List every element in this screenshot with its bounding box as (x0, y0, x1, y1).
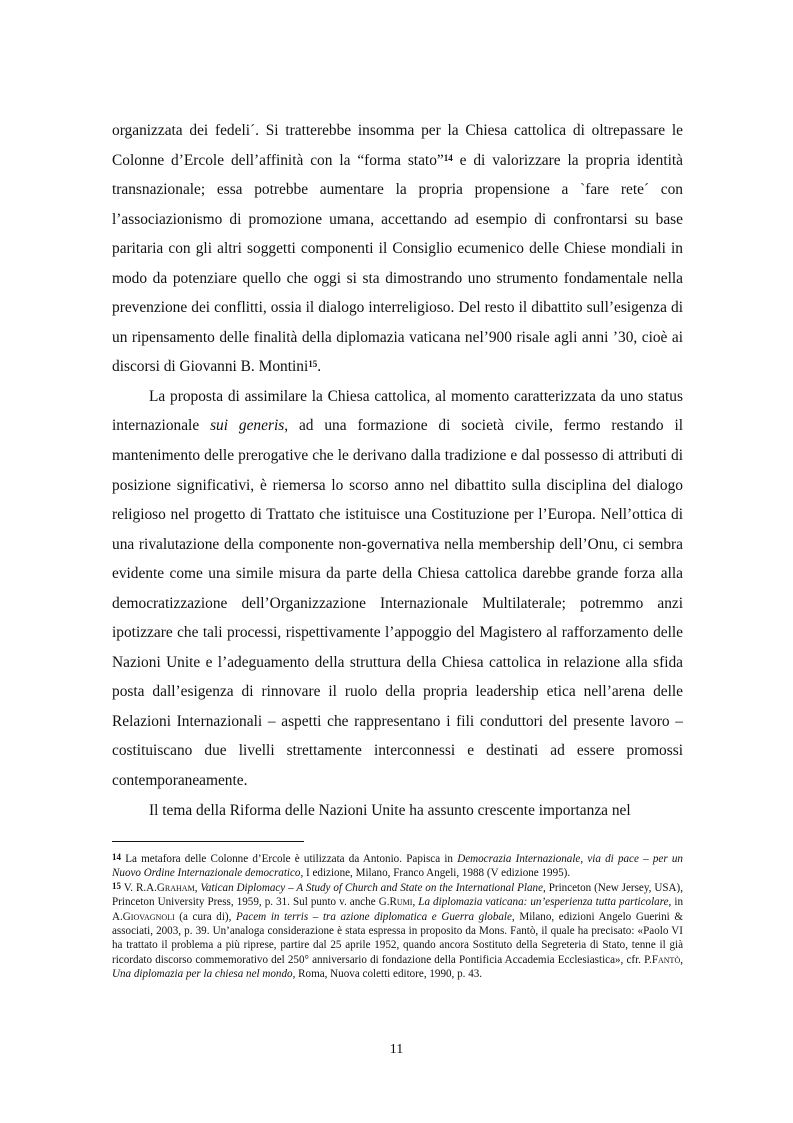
body-text (112, 116, 683, 825)
page-number: 11 (389, 1042, 404, 1057)
italic-sui-generis: sui generis (210, 417, 285, 435)
paragraph-1: organizzata dei fedeli´. Si tratterebbe insomma per la Chiesa cattolica di oltrepassare le Colonne d’Ercole dell’affinità con la “forma stato”$^{14}$ e di valorizzare la propria identità transnazionale; essa potrebbe aumentare la propria propensione a `fare rete´ con l’associazionismo di promozione umana, accettando ad esempio di confrontarsi su base paritaria con gli altri soggetti componenti il Consiglio ecumenico delle Chiese mondiali in modo da potenziare quello che oggi si sta dimostrando uno strumento fondamentale nella prevenzione dei conflitti, ossia il dialogo interreligioso. Del resto il dibattito sull’esigenza di un ripensamento delle finalità della diplomazia vaticana nel’900 risale agli anni ’30, cioè ai discorsi di Giovanni B. Montini$^{15}$. (112, 122, 683, 376)
footnote-number-15: 15 (112, 880, 121, 891)
footnote-ref-14[interactable]: 14 (443, 152, 453, 163)
footnote-15: $^{15}$ V. R.A.Graham, Vatican Diplomacy – A Study of Church and State on the International Plane, Princeton (New Jersey, USA), Princeton University Press, 1959, p. 31. Sul punto v. anche G.Rumi, La diplomazia vaticana: un’esperienza tutta particolare, in A.Giovagnoli (a cura di), Pacem in terris – tra azione diplomatica e Guerra globale, Milano, edizioni Angelo Guerini & associati, 2003, p. 39. Un’analoga considerazione è stata espressa in proposito da Mons. Fantò, il quale ha precisato: «Paolo VI ha trattato il problema a più riprese, partire dal 25 aprile 1952, quando ancora Sostituto della Segreteria di Stato, tenne il già ricordato discorso commemorativo del 250° anniversario di fondazione della Pontificia Accademia Ecclesiastica», cfr. P.Fantò, Una diplomazia per la chiesa nel mondo, Roma, Nuova coletti editore, 1990, p. 43. (112, 880, 683, 981)
paragraph-2: La proposta di assimilare la Chiesa cattolica, al momento caratterizzata da uno status internazionale sui generis, ad una formazione di società civile, fermo restando il mantenimento delle prerogative che le derivano dalla tradizione e dal possesso di attributi di posizione significativi, è riemersa lo scorso anno nel dibattito sulla disciplina del dialogo religioso nel progetto di Trattato che istituisce una Costituzione per l’Europa. Nell’ottica di una rivalutazione della componente non-governativa nella membership dell’Onu, ci sembra evidente come una simile misura da parte della Chiesa cattolica darebbe grande forza alla democratizzazione dell’Organizzazione Internazionale Multilaterale; potremmo anzi ipotizzare che tali processi, rispettivamente l’appoggio del Magistero al rafforzamento delle Nazioni Unite e l’adeguamento della struttura della Chiesa cattolica in relazione alla sfida posta dall’esigenza di rinnovare il ruolo della propria leadership etica nell’arena delle Relazioni Internazionali – aspetti che rappresentano i fili conduttori del presente lavoro – costituiscano due livelli strettamente interconnessi e destinati ad essere promossi contemporaneamente. (112, 387, 684, 790)
footnote-separator (112, 841, 304, 842)
paragraph-3: Il tema della Riforma delle Nazioni Unite ha assunto crescente importanza nel (149, 801, 631, 819)
footnote-14: $^{14}$ La metafora delle Colonne d’Ercole è utilizzata da Antonio. Papisca in Democrazia Internazionale, via di pace – per un Nuovo Ordine Internazionale democratico, I edizione, Milano, Franco Angeli, 1988 (V edizione 1995). (112, 852, 683, 880)
footnotes (112, 852, 683, 982)
footnote-ref-15[interactable]: 15 (308, 359, 318, 370)
footnote-number-14: 14 (112, 852, 121, 862)
